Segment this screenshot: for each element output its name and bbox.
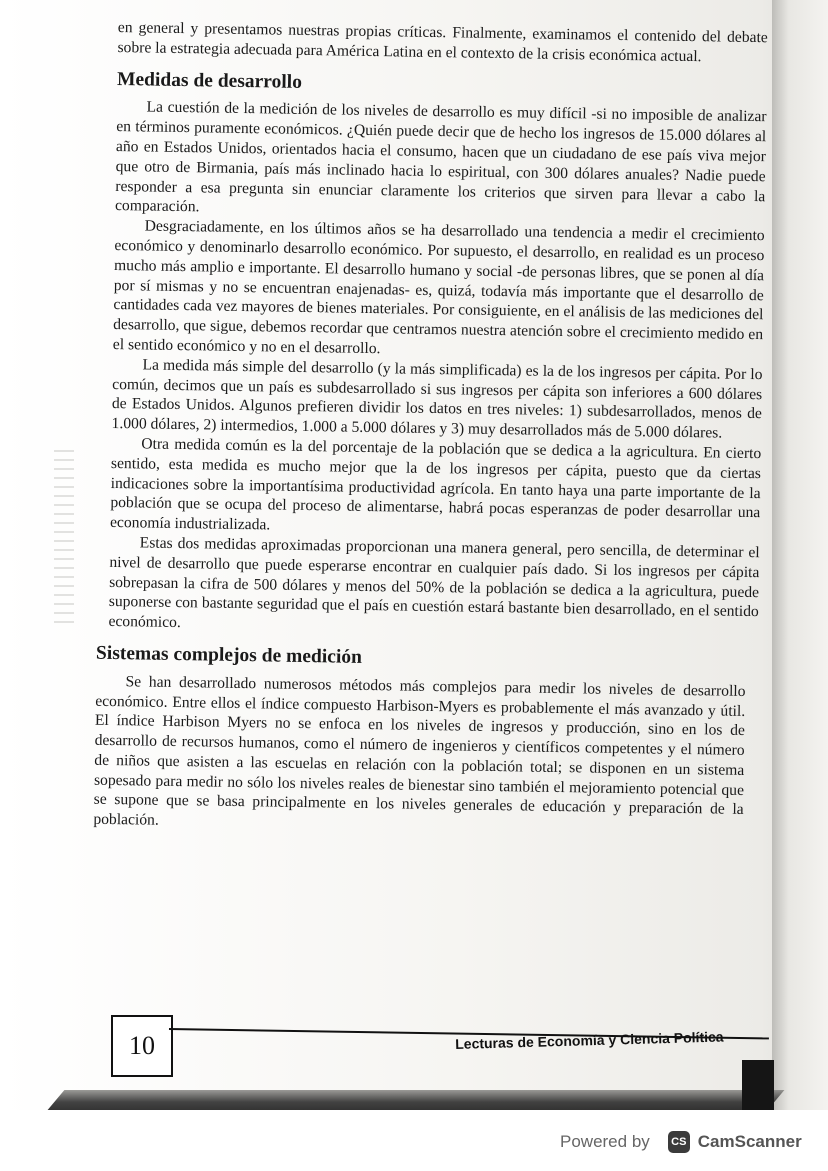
section-heading-sistemas: Sistemas complejos de medición (95, 642, 363, 668)
page-number: 10 (111, 1015, 173, 1077)
camscanner-watermark (560, 1127, 802, 1157)
corner-shadow (742, 1060, 774, 1110)
page-body (93, 18, 768, 840)
intro-paragraph-tail: en general y presentamos nuestras propias críticas. Finalmente, examinamos el contenido del debate sobre la estrategia adecuada para América Latina en el contexto de la crisis económica actual. (117, 18, 768, 65)
paragraph: Otra medida común es la del porcentaje de la población que se dedica a la agricultura. En cierto sentido, esta medida es mucho mejor que la de los ingresos per cápita, puesto que da ciertas indicaciones sobre la importantísima productividad agrícola. En tanto haya una parte importante de la población que se ocupa del proceso de alimentarse, habrá pocas esperanzas de poder desarrollar una economía industrializada. (109, 435, 762, 534)
section-heading-medidas: Medidas de desarrollo (116, 68, 303, 93)
paragraph: Desgraciadamente, en los últimos años se ha desarrollado una tendencia a medir el crecimiento económico y denominarlo desarrollo económico. Por supuesto, el desarrollo, en realidad es un proceso mucho más amplio e importante. El desarrollo humano y social -de personas libres, que se ponen al día por sí mismas y no se encuentran enajenadas- es, quizá, todavía más importante que el desarrollo de cantidades cada vez mayores de bienes materiales. Por consiguiente, en el análisis de las mediciones del desarrollo, que sigue, debemos recordar que centramos nuestra atención sobre el crecimiento medido en el sentido económico y no en el desarrollo. (112, 217, 765, 358)
paragraph: Estas dos medidas aproximadas proporcionan una manera general, pero sencilla, de determinar el nivel de desarrollo que puede esperarse encontrar en cualquier país dado. Si los ingresos per cápita sobrepasan la cifra de 500 dólares y menos del 50% de la población se dedica a la agricultura, puede suponerse con bastante seguridad que el país en cuestión estará bastante bien desarrollado, en el sentido económico. (108, 534, 760, 632)
camscanner-logo-icon: CS (668, 1131, 690, 1153)
publication-title: Lecturas de Economía y Ciencia Política (455, 1028, 724, 1052)
camscanner-brand: CamScanner (697, 1132, 802, 1151)
page-edge-shadow (772, 0, 828, 1110)
section-sistemas (93, 644, 746, 840)
powered-by-label: Powered by (560, 1132, 650, 1151)
paragraph: Se han desarrollado numerosos métodos más complejos para medir los niveles de desarrollo económico. Entre ellos el índice compuesto Harbison-Myers es probablemente el más avanzado y útil. El índice Harbison Myers no se enfoca en los niveles de ingresos y producción, sino en los de desarrollo de recursos humanos, como el número de ingenieros y científicos competentes y el número de niños que asisten a las escuelas en relación con la población total; se disponen en un sistema sopesado para medir no sólo los niveles reales de bienestar sino también el mejoramiento potencial que se supone que se basa principalmente en los niveles generales de educación y preparación de la población. (93, 672, 746, 830)
bottom-shadow (48, 1090, 785, 1110)
paragraph: La medida más simple del desarrollo (y la más simplificada) es la de los ingresos per cápita. Por lo común, decimos que un país es subdesarrollado si sus ingresos per cápita son inferiores a 600 dólares de Estados Unidos. Algunos prefieren dividir los datos en tres niveles: 1) subdesarrollados, menos de 1.000 dólares, 2) intermedios, 1.000 a 5.000 dólares y 3) muy desarrollados más de 5.000 dólares. (111, 356, 763, 442)
margin-bleed-marks (54, 450, 74, 630)
paragraph: La cuestión de la medición de los niveles de desarrollo es muy difícil -si no imposible de analizar en términos puramente económicos. ¿Quién puede decir que de hecho los ingresos de 15.000 dólares al año en Estados Unidos, orientados hacia el consumo, hacen que un ciudadano de ese país viva mejor que otro de Birmania, país más inclinado hacia lo espiritual, con 300 dólares anuales? Nadie puede responder a esa pregunta sin enunciar claramente los criterios que sirven para llevar a cabo la comparación. (114, 98, 767, 216)
